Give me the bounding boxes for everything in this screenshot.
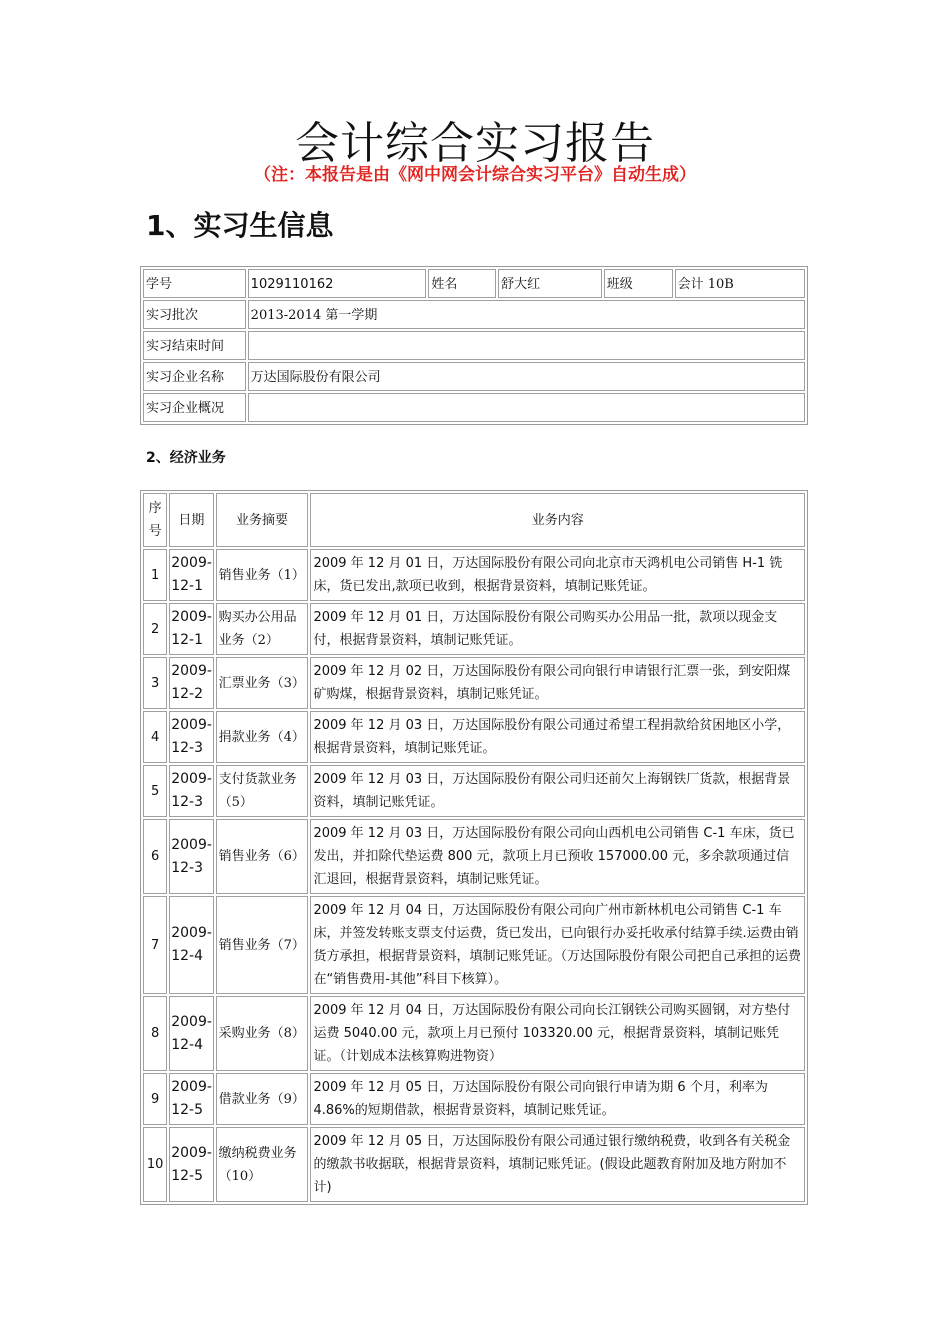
section-heading-student-info: 1、实习生信息 (146, 209, 334, 242)
row-no: 2 (143, 603, 167, 655)
table-row (143, 1073, 805, 1125)
overview-value (248, 393, 805, 422)
header-no: 序号 (143, 493, 167, 547)
row-summary: 支付货款业务（5） (216, 765, 309, 817)
table-row (143, 819, 805, 894)
row-content: 2009 年 12 月 05 日，万达国际股份有限公司向银行申请为期 6 个月，利率为 4.86%的短期借款，根据背景资料，填制记账凭证。 (310, 1073, 805, 1125)
row-content: 2009 年 12 月 05 日，万达国际股份有限公司通过银行缴纳税费，收到各有关税金的缴款书收据联，根据背景资料，填制记账凭证。(假设此题教育附加及地方附加不计) (310, 1127, 805, 1202)
row-date: 2009-12-5 (169, 1127, 213, 1202)
table-row (143, 1127, 805, 1202)
business-table (140, 490, 808, 1205)
overview-label: 实习企业概况 (143, 393, 246, 422)
table-row (143, 603, 805, 655)
student-id-value: 1029110162 (248, 269, 427, 298)
row-date: 2009-12-2 (169, 657, 213, 709)
company-value: 万达国际股份有限公司 (248, 362, 805, 391)
row-date: 2009-12-3 (169, 765, 213, 817)
table-row (143, 711, 805, 763)
batch-label: 实习批次 (143, 300, 246, 329)
table-row (143, 896, 805, 994)
table-row (143, 331, 805, 360)
row-content: 2009 年 12 月 04 日，万达国际股份有限公司向长江钢铁公司购买圆钢，对方垫付运费 5040.00 元，款项上月已预付 103320.00 元，根据背景资料，填制记账凭证。（计划成本法核算购进物资） (310, 996, 805, 1071)
header-summary: 业务摘要 (216, 493, 309, 547)
table-row (143, 765, 805, 817)
row-no: 1 (143, 549, 167, 601)
class-label: 班级 (604, 269, 673, 298)
student-info-table (140, 266, 808, 425)
row-no: 7 (143, 896, 167, 994)
header-date: 日期 (169, 493, 213, 547)
row-summary: 销售业务（7） (216, 896, 309, 994)
row-date: 2009-12-3 (169, 711, 213, 763)
end-time-label: 实习结束时间 (143, 331, 246, 360)
row-content: 2009 年 12 月 01 日，万达国际股份有限公司购买办公用品一批，款项以现金支付，根据背景资料，填制记账凭证。 (310, 603, 805, 655)
name-label: 姓名 (428, 269, 496, 298)
row-no: 4 (143, 711, 167, 763)
batch-value: 2013-2014 第一学期 (248, 300, 805, 329)
row-summary: 销售业务（6） (216, 819, 309, 894)
row-content: 2009 年 12 月 03 日，万达国际股份有限公司归还前欠上海钢铁厂货款，根据背景资料，填制记账凭证。 (310, 765, 805, 817)
row-no: 6 (143, 819, 167, 894)
table-header-row (143, 493, 805, 547)
row-no: 5 (143, 765, 167, 817)
row-summary: 借款业务（9） (216, 1073, 309, 1125)
row-date: 2009-12-1 (169, 603, 213, 655)
row-summary: 缴纳税费业务（10） (216, 1127, 309, 1202)
student-id-label: 学号 (143, 269, 246, 298)
row-content: 2009 年 12 月 01 日，万达国际股份有限公司向北京市天鸿机电公司销售 H-1 铣床，货已发出,款项已收到，根据背景资料，填制记账凭证。 (310, 549, 805, 601)
row-no: 8 (143, 996, 167, 1071)
row-no: 3 (143, 657, 167, 709)
row-no: 9 (143, 1073, 167, 1125)
row-date: 2009-12-4 (169, 896, 213, 994)
table-row (143, 393, 805, 422)
row-content: 2009 年 12 月 02 日，万达国际股份有限公司向银行申请银行汇票一张，到安阳煤矿购煤，根据背景资料，填制记账凭证。 (310, 657, 805, 709)
header-content: 业务内容 (310, 493, 805, 547)
table-row (143, 657, 805, 709)
section-heading-business: 2、经济业务 (146, 450, 226, 466)
row-date: 2009-12-1 (169, 549, 213, 601)
name-value: 舒大红 (498, 269, 602, 298)
row-date: 2009-12-3 (169, 819, 213, 894)
company-label: 实习企业名称 (143, 362, 246, 391)
row-summary: 采购业务（8） (216, 996, 309, 1071)
table-row (143, 996, 805, 1071)
row-summary: 捐款业务（4） (216, 711, 309, 763)
row-date: 2009-12-5 (169, 1073, 213, 1125)
row-content: 2009 年 12 月 03 日，万达国际股份有限公司向山西机电公司销售 C-1 车床，货已发出，并扣除代垫运费 800 元，款项上月已预收 157000.00 元，多余款项通过信汇退回，根据背景资料，填制记账凭证。 (310, 819, 805, 894)
end-time-value (248, 331, 805, 360)
row-content: 2009 年 12 月 04 日，万达国际股份有限公司向广州市新林机电公司销售 C-1 车床，并签发转账支票支付运费，货已发出，已向银行办妥托收承付结算手续.运费由销货方承担，根据背景资料，填制记账凭证。（万达国际股份有限公司把自己承担的运费在“销售费用-其他”科目下核算）。 (310, 896, 805, 994)
row-summary: 购买办公用品业务（2） (216, 603, 309, 655)
row-summary: 销售业务（1） (216, 549, 309, 601)
row-no: 10 (143, 1127, 167, 1202)
table-row (143, 300, 805, 329)
row-summary: 汇票业务（3） (216, 657, 309, 709)
row-date: 2009-12-4 (169, 996, 213, 1071)
class-value: 会计 10B (675, 269, 805, 298)
report-title: 会计综合实习报告 (295, 118, 655, 169)
table-row (143, 362, 805, 391)
row-content: 2009 年 12 月 03 日，万达国际股份有限公司通过希望工程捐款给贫困地区小学，根据背景资料，填制记账凭证。 (310, 711, 805, 763)
report-note: （注：本报告是由《网中网会计综合实习平台》自动生成） (254, 165, 696, 185)
table-row (143, 269, 805, 298)
table-row (143, 549, 805, 601)
